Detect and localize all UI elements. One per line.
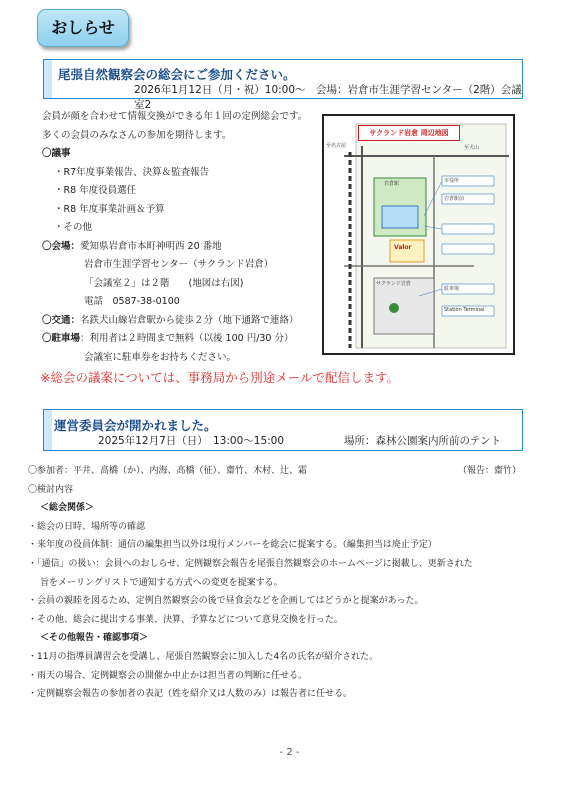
parking-text: 会議室に駐車券をお持ちください。 [84,351,237,363]
notice2-title: 運営委員会が開かれました。 [54,418,217,433]
section1-item: ・来年度の役員体制：通信の編集担当以外は現行メンバーを総会に提案する。（編集担当は廃止予定） [28,540,437,551]
map-label: 市役所 [444,178,460,184]
section1-item: ・その他、総会に提出する事業、決算、予算などについて意見交換を行った。 [28,614,343,625]
section2-item: ・定例観察会報告の参加者の表記（姓を紹介又は人数のみ）は報告者に任せる。 [28,689,353,700]
map-label: サクランド岩倉 [376,281,411,287]
agenda-item: ・その他 [54,222,93,233]
section2-item: ・11月の指導員講習会を受講し、尾張自然観察会に加入した4名の氏名が紹介された。 [28,651,379,662]
venue-heading: 〇会場： [42,240,81,252]
section-tag: おしらせ [37,9,129,47]
traffic-text: 名鉄犬山線岩倉駅から徒歩２分（地下通路で連絡） [80,314,299,326]
notice1-title: 尾張自然観察会の総会にご参加ください。 [58,67,296,82]
map-label: 駐車場 [444,286,460,292]
section1-item: ・会員の親睦を図るため、定例自然観察会の後で昼食会などを企画してはどうかと提案があった。 [28,596,424,607]
map-graphic [324,116,513,353]
agenda-item: ・R8 年度役員選任 [54,185,137,196]
map-label: 至犬山 [464,145,480,151]
intro-line: 会員が顔を合わせて情報交換ができる年１回の定例総会です。 [42,111,308,122]
notice1-subtitle: 2026年1月12日（月・祝）10:00〜 会場：岩倉市生涯学習センター（2階）会議室2 [134,84,522,111]
agenda-item: ・R7年度事業報告、決算＆監査報告 [54,166,210,178]
section1-item: ・「通信」の扱い：会員へのおしらせ、定例観察会報告を尾張自然観察会のホームページに掲載し、更新された [28,558,473,569]
section2-item: ・雨天の場合、定例観察会の開催か中止かは担当者の判断に任せる。 [28,670,308,681]
map-label: 岩倉駅 [384,181,400,187]
map-label: Station Terminal [444,307,485,313]
venue-line: 岩倉市生涯学習センター（サクランド岩倉） [84,259,274,270]
map-label: Valor [394,244,412,251]
notice1-note: ※総会の議案については、事務局から別途メールで配信します。 [40,370,399,385]
notice1-body [42,108,307,367]
map-label: 至名古屋 [326,143,347,149]
agenda-item: ・R8 年度事業計画＆予算 [54,203,165,215]
section1-item: ・総会の日時、場所等の確認 [28,521,146,532]
map-title: サクランド岩倉 周辺地図 [358,125,460,141]
section1-item: 旨をメーリングリストで通知する方式への変更を提案する。 [40,577,283,588]
traffic-heading: 〇交通： [42,314,81,326]
notice1-header-box [43,59,523,111]
notice2-body [28,462,558,704]
section2-heading: ＜その他報告・確認事項＞ [40,633,149,644]
parking-text: ：利用者は２時間まで無料（以後 100 円/30 分） [80,333,294,344]
parking-heading: 〇駐車場 [42,333,81,344]
venue-phone: 電話 0587-38-0100 [84,296,180,307]
attendees: 〇参加者：平井、高橋（か）、内海、高橋（征）、齋竹、木村、辻、霜 [28,466,308,476]
topics-heading: 〇検討内容 [28,484,74,495]
intro-line: 多くの会員のみなさんの参加を期待します。 [42,129,232,141]
agenda-heading: 〇議事 [42,148,71,159]
notice2-place: 場所：森林公園案内所前のテント [344,435,501,447]
venue-line: 「会議室２」は２階 (地図は右図) [84,277,244,289]
page-number: - 2 - [279,747,300,758]
venue-address: 愛知県岩倉市本町神明西 20 番地 [80,240,222,252]
map-label: 岩倉駅前 [444,196,465,202]
notice2-header-box [43,409,523,451]
notice2-date: 2025年12月7日（日） 13:00〜15:00 [98,435,285,447]
section1-heading: ＜総会関係＞ [40,503,95,514]
reporter: （報告：齋竹） [458,466,522,476]
area-map [322,114,515,355]
